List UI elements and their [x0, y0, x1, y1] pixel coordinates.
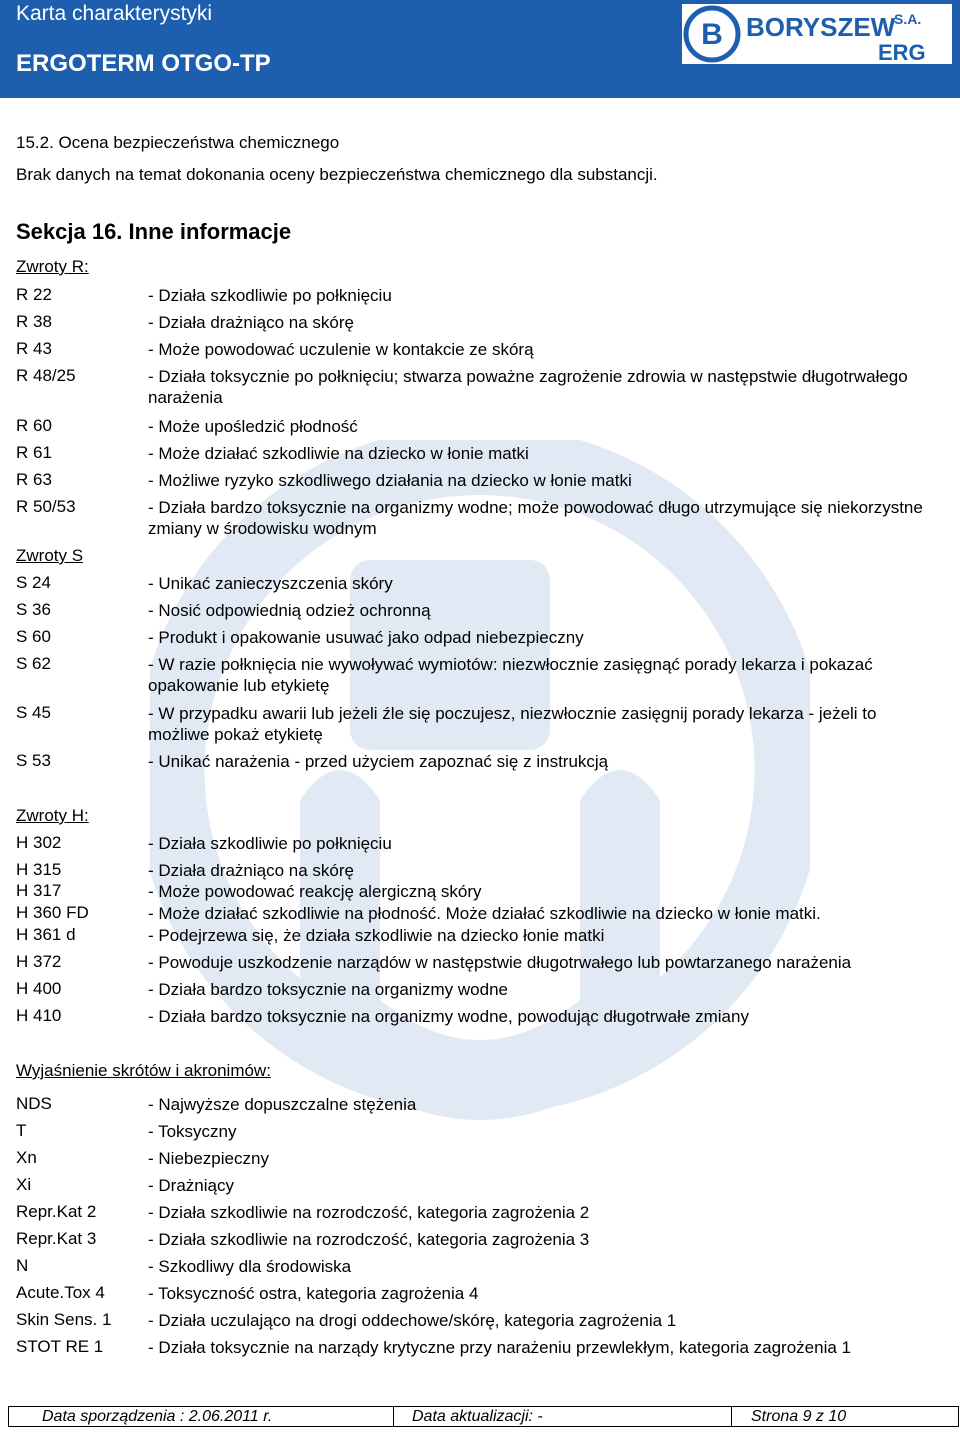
phrase-text: - Produkt i opakowanie usuwać jako odpad niebezpieczny: [148, 628, 584, 647]
phrase-text: - Działa bardzo toksycznie na organizmy wodne; może powodować długo utrzymujące się niekorzystne zmiany w środowisku wodnym: [148, 498, 923, 538]
footer-divider: [393, 1407, 394, 1426]
footer-divider: [731, 1407, 732, 1426]
phrase-code: S 62: [16, 654, 51, 673]
abbreviation-code: N: [16, 1256, 29, 1275]
document-type: Karta charakterystyki: [16, 2, 213, 25]
phrase-code: H 410: [16, 1006, 62, 1025]
phrase-text: - Unikać zanieczyszczenia skóry: [148, 574, 393, 593]
phrase-text: - Działa toksycznie po połknięciu; stwarza poważne zagrożenie zdrowia w następstwie długotrwałego narażenia: [148, 367, 908, 407]
abbreviation-text: - Działa toksycznie na narządy krytyczne przy narażeniu przewlekłym, kategoria zagrożenia 1: [148, 1338, 851, 1357]
phrase-text: - Nosić odpowiednią odzież ochronną: [148, 601, 431, 620]
abbreviation-code: Xi: [16, 1175, 32, 1194]
phrase-text: - Działa bardzo toksycznie na organizmy wodne: [148, 980, 509, 999]
logo-sub: ERG: [878, 40, 926, 64]
phrase-code: R 22: [16, 285, 52, 304]
phrase-text: - Działa szkodliwie po połknięciu: [148, 286, 392, 305]
abbreviation-code: Skin Sens. 1: [16, 1310, 112, 1329]
phrase-text: - Działa drażniąco na skórę: [148, 313, 354, 332]
phrase-code: R 38: [16, 312, 52, 331]
phrase-text: - Możliwe ryzyko szkodliwego działania na dziecko w łonie matki: [148, 471, 632, 490]
phrase-code: S 53: [16, 751, 51, 770]
logo-mark: B: [701, 18, 723, 51]
phrase-code: H 361 d: [16, 925, 76, 944]
phrase-code: S 45: [16, 703, 51, 722]
phrase-code: H 360 FD: [16, 903, 89, 922]
abbreviation-text: - Niebezpieczny: [148, 1149, 269, 1168]
phrase-text: - Powoduje uszkodzenie narządów w następstwie długotrwałego lub powtarzanego narażenia: [148, 953, 852, 972]
page-header: [0, 0, 960, 98]
phrase-code: R 61: [16, 443, 52, 462]
abbreviations-label: Wyjaśnienie skrótów i akronimów:: [16, 1061, 271, 1080]
prepared-date: Data sporządzenia : 2.06.2011 r.: [42, 1408, 273, 1425]
phrase-text: - W razie połknięcia nie wywoływać wymiotów: niezwłocznie zasięgnąć porady lekarza i pokazać opakowanie lub etykietę: [148, 655, 873, 695]
section-16-heading: Sekcja 16. Inne informacje: [16, 219, 292, 244]
phrase-text: - Działa szkodliwie po połknięciu: [148, 834, 392, 853]
phrase-text: - Działa bardzo toksycznie na organizmy wodne, powodując długotrwałe zmiany: [148, 1007, 749, 1026]
h-phrases-label: Zwroty H:: [16, 806, 89, 825]
abbreviation-code: Repr.Kat 3: [16, 1229, 97, 1248]
abbreviation-code: Xn: [16, 1148, 37, 1167]
phrase-text: - Unikać narażenia - przed użyciem zapoznać się z instrukcją: [148, 752, 609, 771]
abbreviation-code: Acute.Tox 4: [16, 1283, 105, 1302]
phrase-code: R 63: [16, 470, 52, 489]
phrase-text: - Może działać szkodliwie na dziecko w łonie matki: [148, 444, 529, 463]
phrase-text: - Może powodować uczulenie w kontakcie ze skórą: [148, 340, 534, 359]
abbreviation-text: - Toksyczność ostra, kategoria zagrożenia 4: [148, 1284, 479, 1303]
phrase-text: - Może upośledzić płodność: [148, 417, 358, 436]
r-phrases-label: Zwroty R:: [16, 257, 89, 276]
phrase-code: R 43: [16, 339, 52, 358]
phrase-code: H 315: [16, 860, 62, 879]
section-15-2-heading: 15.2. Ocena bezpieczeństwa chemicznego: [16, 133, 340, 152]
phrase-text: - Może powodować reakcję alergiczną skóry: [148, 882, 482, 901]
logo-text: BORYSZEW: [746, 12, 896, 42]
phrase-text: - Działa drażniąco na skórę: [148, 861, 354, 880]
phrase-code: H 372: [16, 952, 62, 971]
phrase-code: H 317: [16, 881, 62, 900]
phrase-code: R 60: [16, 416, 52, 435]
phrase-code: R 50/53: [16, 497, 76, 516]
updated-date: Data aktualizacji: -: [412, 1408, 543, 1425]
abbreviation-text: - Najwyższe dopuszczalne stężenia: [148, 1095, 417, 1114]
phrase-code: H 302: [16, 833, 62, 852]
phrase-code: S 60: [16, 627, 51, 646]
phrase-text: - Może działać szkodliwie na płodność. Może działać szkodliwie na dziecko w łonie matki.: [148, 904, 821, 923]
abbreviation-text: - Toksyczny: [148, 1122, 237, 1141]
boryszew-erg-logo: [682, 4, 952, 64]
phrase-text: - W przypadku awarii lub jeżeli źle się poczujesz, niezwłocznie zasięgnij porady lekarza - jeżeli to możliwe pokaż etykietę: [148, 704, 877, 744]
page-number: Strona 9 z 10: [751, 1408, 847, 1425]
phrase-code: S 36: [16, 600, 51, 619]
abbreviation-code: T: [16, 1121, 27, 1140]
abbreviation-code: Repr.Kat 2: [16, 1202, 97, 1221]
product-name: ERGOTERM OTGO-TP: [16, 50, 271, 77]
section-15-2-text: Brak danych na temat dokonania oceny bezpieczeństwa chemicznego dla substancji.: [16, 165, 658, 184]
phrase-code: R 48/25: [16, 366, 76, 385]
phrase-code: H 400: [16, 979, 62, 998]
page-footer: [8, 1406, 959, 1427]
phrase-text: - Podejrzewa się, że działa szkodliwie na dziecko łonie matki: [148, 926, 605, 945]
logo-suffix: S.A.: [894, 11, 922, 27]
abbreviation-text: - Działa szkodliwie na rozrodczość, kategoria zagrożenia 2: [148, 1203, 590, 1222]
abbreviation-code: STOT RE 1: [16, 1337, 104, 1356]
abbreviation-text: - Działa uczulająco na drogi oddechowe/skórę, kategoria zagrożenia 1: [148, 1311, 677, 1330]
abbreviation-text: - Szkodliwy dla środowiska: [148, 1257, 352, 1276]
abbreviation-code: NDS: [16, 1094, 52, 1113]
phrase-code: S 24: [16, 573, 51, 592]
s-phrases-label: Zwroty S: [16, 546, 84, 565]
abbreviation-text: - Drażniący: [148, 1176, 234, 1195]
abbreviation-text: - Działa szkodliwie na rozrodczość, kategoria zagrożenia 3: [148, 1230, 590, 1249]
